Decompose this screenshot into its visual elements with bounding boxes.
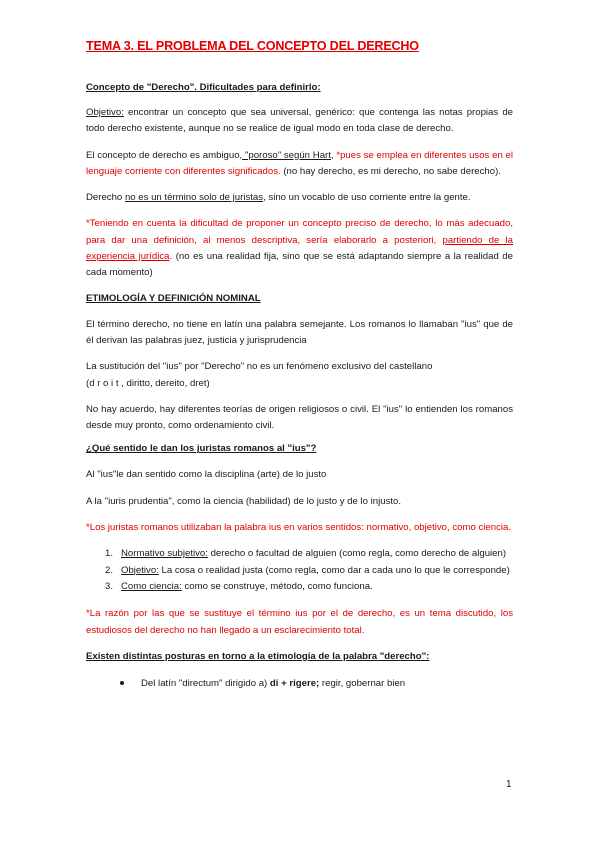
list-item-label: Como ciencia:: [121, 580, 182, 592]
text-dificultad-red-end: .: [169, 251, 173, 263]
paragraph-sentidos-red: *Los juristas romanos utilizaban la palabra ius en varios sentidos: normativo, objetivo, como ciencia.: [86, 522, 512, 534]
document-page: [86, 38, 513, 692]
list-item-text: como se construye, método, como funciona.: [181, 580, 373, 592]
page-number: 1: [506, 779, 512, 790]
list-item: [86, 579, 513, 595]
list-item-text: derecho o facultad de alguien (como regla, como derecho de alguien): [207, 548, 507, 560]
section-heading-concepto: Concepto de "Derecho". Dificultades para definirlo:: [86, 82, 321, 93]
bullet-text-a: Del latín "directum" dirigido a): [141, 677, 270, 689]
sentidos-list: [86, 546, 513, 595]
text-juristas-a: Derecho: [86, 192, 125, 204]
paragraph-sustitucion: [86, 359, 513, 392]
text-ambiguo-red: *pues se emplea en diferentes usos en el lenguaje corriente con diferentes significados.: [86, 149, 513, 177]
list-number: 2.: [105, 564, 114, 576]
text-dificultad-black: (no es una realidad fija, sino que se está adaptando siempre a la realidad de cada momento): [86, 251, 513, 279]
paragraph-objetivo: [86, 105, 513, 138]
section-heading-etimologia: ETIMOLOGÍA Y DEFINICIÓN NOMINAL: [86, 292, 261, 304]
text-juristas-u: no es un término solo de juristas: [124, 192, 264, 204]
text-ambiguo-a: El concepto de derecho es ambiguo: [86, 149, 240, 161]
list-item-label: Objetivo:: [121, 564, 159, 576]
list-item: [86, 563, 513, 579]
text-sustitucion-line1: La sustitución del "ius" por "Derecho" no es un fenómeno exclusivo del castellano: [86, 361, 433, 373]
text-ambiguo-d: (no hay derecho, es mi derecho, no sabe derecho).: [280, 165, 501, 177]
paragraph-termino: El término derecho, no tiene en latín una palabra semejante. Los romanos lo llamaban "ius" que de él derivan las palabras juez, justicia y jurisprudencia: [86, 318, 513, 346]
list-item-text: La cosa o realidad justa (como regla, como dar a cada uno lo que le corresponde): [158, 564, 510, 576]
document-title: TEMA 3. EL PROBLEMA DEL CONCEPTO DEL DERECHO: [86, 39, 419, 53]
paragraph-ius-arte: Al "ius"le dan sentido como la disciplina (arte) de lo justo: [86, 469, 327, 481]
paragraph-dificultad: [86, 216, 513, 281]
list-number: 3.: [105, 580, 114, 592]
bullet-text-c: regir, gobernar bien: [319, 677, 406, 689]
text-dificultad-red: *Teniendo en cuenta la dificultad de proponer un concepto preciso de derecho, lo más adecuado, para dar una definición, al menos descriptiva, sería elaborarlo a posteriori,: [86, 218, 513, 246]
bullet-text-bold: di + rigere;: [269, 677, 320, 689]
list-item: [86, 546, 513, 562]
list-item-label: Normativo subjetivo:: [121, 548, 208, 560]
text-sustitucion-line2: (d r o i t , diritto, dereito, dret): [86, 377, 210, 389]
text-poroso-hart: , "poroso" según Hart: [239, 149, 331, 161]
list-number: 1.: [105, 548, 114, 560]
list-item: [86, 676, 513, 692]
text-juristas-b: , sino un vocablo de uso corriente entre la gente.: [263, 192, 471, 204]
label-objetivo: Objetivo:: [86, 107, 124, 118]
text-ambiguo-sep: ,: [330, 149, 337, 161]
posturas-list: [86, 676, 513, 692]
text-objetivo: encontrar un concepto que sea universal, genérico: que contenga las notas propias de todo derecho existente, aunque no se realice de igual modo en toda clase de derecho.: [86, 107, 513, 135]
section-heading-posturas: Existen distintas posturas en torno a la etimología de la palabra "derecho":: [86, 650, 430, 662]
paragraph-iuris-prudentia: A la "iuris prudentia", como la ciencia (habilidad) de lo justo y de lo injusto.: [86, 495, 402, 507]
text-experiencia-juridica: partiendo de la experiencia jurídica: [86, 234, 513, 263]
paragraph-razon-red: *La razón por las que se sustituye el término ius por el de derecho, es un tema discutido, los estudiosos del derecho no han llegado a un esclarecimiento total.: [86, 608, 513, 636]
paragraph-juristas: [86, 190, 513, 206]
paragraph-acuerdo: No hay acuerdo, hay diferentes teorías de origen religiosos o civil. El "ius" lo entienden los romanos desde muy pronto, como ordenamiento civil.: [86, 403, 513, 432]
section-heading-sentido: ¿Qué sentido le dan los juristas romanos al "ius"?: [86, 443, 317, 455]
bullet-icon: [120, 681, 124, 685]
paragraph-ambiguo: [86, 148, 513, 181]
